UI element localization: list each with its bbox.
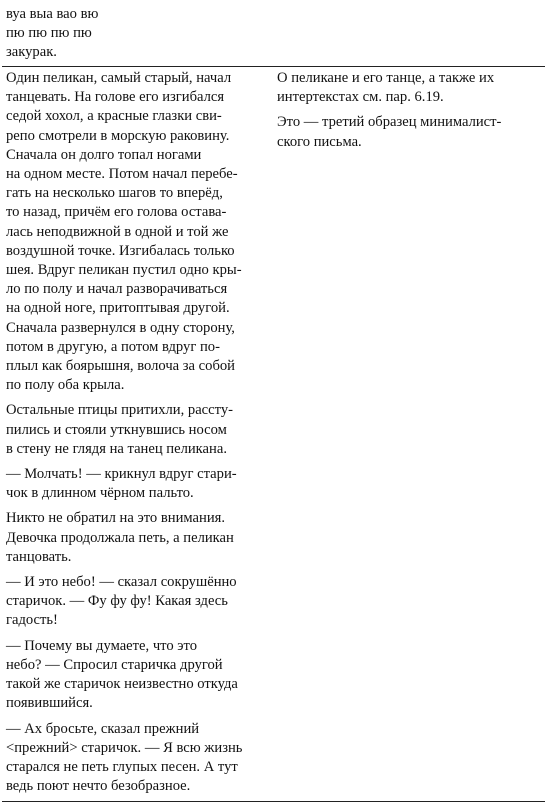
text-line: старался не петь глупых песен. А тут — [6, 758, 238, 775]
table-rule-top — [2, 66, 545, 67]
main-paragraph — [6, 509, 266, 567]
text-line: ского письма. — [277, 133, 362, 150]
text-line: <прежний> старичок. — Я всю жизнь — [6, 739, 243, 756]
table-rule-bottom — [2, 801, 545, 802]
main-paragraph — [6, 69, 266, 395]
text-line: репо смотрели в морскую раковину. — [6, 127, 230, 144]
text-line: такой же старичок неизвестно откуда — [6, 676, 238, 693]
text-line: то назад, причём его голова остава- — [6, 204, 227, 221]
text-line: — Ах бросьте, сказал прежний — [6, 720, 200, 737]
text-line: — Почему вы думаете, что это — [6, 637, 198, 654]
text-line: на одной ноге, притоптывая другой. — [6, 300, 230, 317]
text-line: Сначала развернулся в одну сторону, — [6, 319, 235, 336]
top-text-line: вуа выа вао вю — [6, 6, 99, 22]
text-line: на одном месте. Потом начал перебе- — [6, 166, 238, 183]
text-line: небо? — Спросил старичка другой — [6, 656, 223, 673]
text-line: по полу оба крыла. — [6, 377, 125, 394]
text-line: ло по полу и начал разворачиваться — [6, 281, 228, 298]
text-line: — И это небо! — сказал сокрушённо — [6, 574, 237, 591]
main-text-column — [6, 69, 266, 802]
text-line: шея. Вдруг пеликан пустил одно кры- — [6, 262, 242, 279]
text-line: лась неподвижной в одной и той же — [6, 223, 229, 240]
text-line: седой хохол, а красные глазки сви- — [6, 108, 222, 125]
text-line: Никто не обратил на это внимания. — [6, 510, 225, 527]
text-line: Остальные птицы притихли, рассту- — [6, 402, 233, 419]
text-line: Девочка продолжала петь, а пеликан — [6, 529, 234, 546]
text-line: потом в другую, а потом вдруг по- — [6, 338, 220, 355]
text-line: плыл как боярышня, волоча за собой — [6, 358, 235, 375]
commentary-paragraph — [277, 69, 543, 107]
main-paragraph — [6, 573, 266, 631]
top-text-line: пю пю пю пю — [6, 25, 92, 42]
text-line: Один пеликан, самый старый, начал — [6, 70, 232, 86]
text-line: появившийся. — [6, 695, 93, 712]
commentary-column — [277, 69, 543, 158]
main-paragraph — [6, 720, 266, 797]
top-text-line: закурак. — [6, 44, 57, 61]
text-line: воздушной точке. Изгибалась только — [6, 242, 235, 259]
text-line: ведь поют нечто безобразное. — [6, 778, 191, 795]
commentary-paragraph — [277, 113, 543, 151]
text-line: в стену не глядя на танец пеликана. — [6, 440, 227, 457]
text-line: гадость! — [6, 612, 58, 629]
top-text-block — [6, 5, 266, 63]
text-line: Это — третий образец минималист- — [277, 114, 502, 131]
main-paragraph — [6, 465, 266, 503]
text-line: танцевать. На голове его изгибался — [6, 89, 225, 106]
text-line: танцовать. — [6, 548, 72, 565]
text-line: Сначала он долго топал ногами — [6, 146, 202, 163]
text-line: пились и стояли уткнувшись носом — [6, 421, 227, 438]
text-line: гать на несколько шагов то вперёд, — [6, 185, 223, 202]
text-line: чок в длинном чёрном пальто. — [6, 485, 194, 502]
text-line: интертекстах см. пар. 6.19. — [277, 89, 444, 106]
main-paragraph — [6, 401, 266, 459]
text-line: — Молчать! — крикнул вдруг стари- — [6, 466, 237, 483]
text-line: старичок. — Фу фу фу! Какая здесь — [6, 593, 228, 610]
main-paragraph — [6, 637, 266, 714]
text-line: О пеликане и его танце, а также их — [277, 70, 495, 86]
